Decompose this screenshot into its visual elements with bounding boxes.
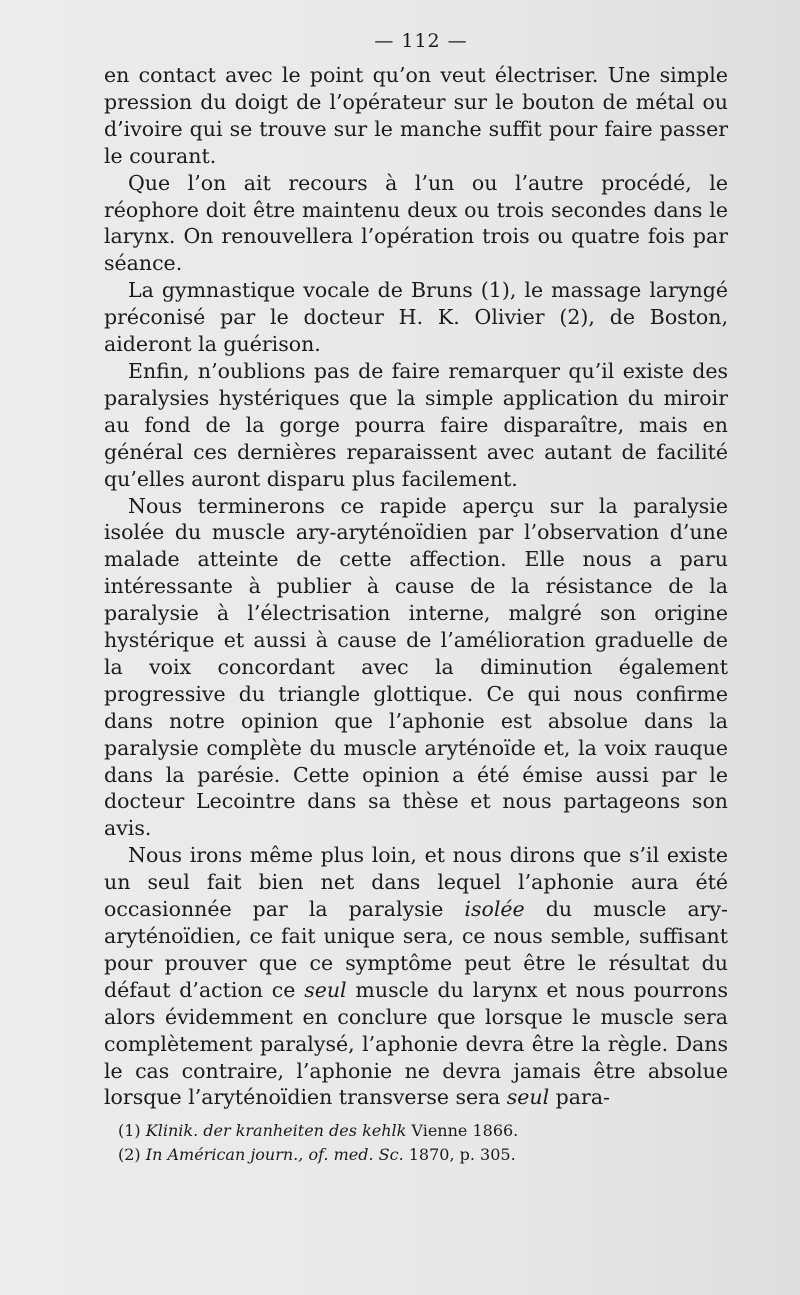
paragraph-1: en contact avec le point qu’on veut électriser. Une simple pression du doigt de l’opérateur sur le bouton de métal ou d’ivoire qui se trouve sur le manche suffit pour faire passer le courant.: [104, 63, 728, 168]
footnote-2-marker: (2): [118, 1145, 141, 1165]
italic-isolee: isolée: [464, 897, 525, 922]
italic-seul-2: seul: [506, 1085, 550, 1110]
paragraph-6-text-b: du muscle ary-aryténoïdien, ce fait unique sera, ce nous semble, suffisant pour prouver que ce symptôme peut être le résultat du défaut d’action ce: [104, 897, 728, 1002]
footnote-1-rest: Vienne 1866.: [406, 1121, 519, 1141]
footnote-1: [118, 1119, 728, 1143]
footnote-2-rest: 1870, p. 305.: [403, 1145, 516, 1165]
italic-seul-1: seul: [304, 977, 347, 1002]
footnote-1-title: Klinik. der kranheiten des kehlk: [145, 1121, 407, 1141]
paragraph-6-text-a: Nous irons même plus loin, et nous dirons que s’il existe un seul fait bien net dans lequel l’aphonie aura été occasionnée par la paralysie: [104, 843, 728, 922]
paragraph-6: [104, 842, 728, 1111]
page-number: — 112 —: [374, 30, 468, 52]
paragraph-2: Que l’on ait recours à l’un ou l’autre procédé, le réophore doit être maintenu deux ou trois secondes dans le larynx. On renouvellera l’opération trois ou quatre fois par séance.: [104, 170, 728, 276]
paragraph-6-text-c: muscle du larynx et nous pourrons alors évidemment en conclure que lorsque le muscle sera complètement paralysé, l’aphonie devra être la règle. Dans le cas contraire, l’aphonie ne devra jamais être absolue lorsque l’aryténoïdien transverse sera: [104, 977, 728, 1110]
footnote-2-title: In Américan journ., of. med. Sc.: [145, 1145, 404, 1165]
paragraph-5: Nous terminerons ce rapide aperçu sur la paralysie isolée du muscle ary-aryténoïdien par l’observation d’une malade atteinte de cette affection. Elle nous a paru intéressante à publier à cause de la résistance de la paralysie à l’électrisation interne, malgré son origine hystérique et aussi à cause de l’amélioration graduelle de la voix concordant avec la diminution également progressive du triangle glottique. Ce qui nous confirme dans notre opinion que l’aphonie est absolue dans la paralysie complète du muscle aryténoïde et, la voix rauque dans la parésie. Cette opinion a été émise aussi par le docteur Lecointre dans sa thèse et nous partageons son avis.: [104, 493, 728, 841]
paragraph-3: La gymnastique vocale de Bruns (1), le massage laryngé préconisé par le docteur H. K. Olivier (2), de Boston, aideront la guérison.: [104, 278, 728, 357]
footnote-1-marker: (1): [118, 1121, 141, 1141]
body-text: [104, 62, 728, 1111]
paragraph-4: Enfin, n’oublions pas de faire remarquer qu’il existe des paralysies hystériques que la simple application du miroir au fond de la gorge pourra faire disparaître, mais en général ces dernières reparaissent avec autant de facilité qu’elles auront disparu plus facilement.: [104, 358, 728, 491]
footnote-2: [118, 1143, 728, 1167]
footnotes: [104, 1119, 728, 1167]
paragraph-6-text-d: para-: [549, 1085, 610, 1110]
